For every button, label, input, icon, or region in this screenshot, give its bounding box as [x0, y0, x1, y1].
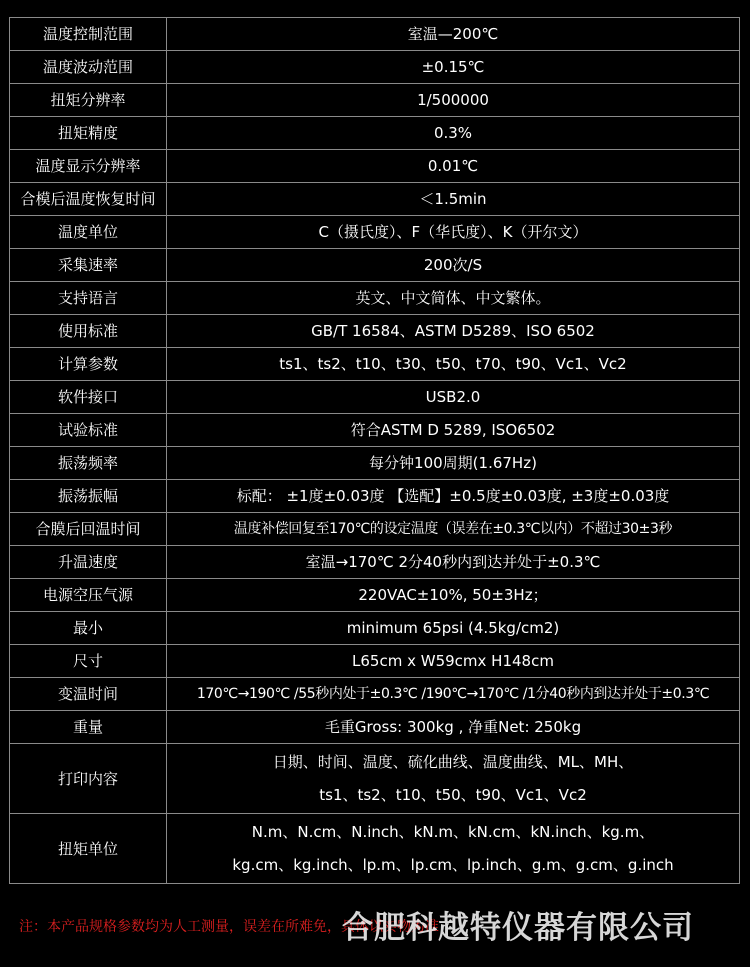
spec-value: 毛重Gross: 300kg , 净重Net: 250kg	[167, 711, 740, 744]
table-row	[10, 612, 740, 645]
spec-value: 室温→170℃ 2分40秒内到达并处于±0.3℃	[167, 546, 740, 579]
spec-label: 电源空压气源	[10, 579, 167, 612]
spec-value: GB/T 16584、ASTM D5289、ISO 6502	[167, 315, 740, 348]
table-row	[10, 381, 740, 414]
spec-label: 温度波动范围	[10, 51, 167, 84]
spec-value: C（摄氏度）、F（华氏度）、K（开尔文）	[167, 216, 740, 249]
table-row	[10, 513, 740, 546]
footer-note: 注：本产品规格参数均为人工测量，误差在所难免，具体以实物为准	[19, 919, 439, 935]
spec-label: 扭矩精度	[10, 117, 167, 150]
table-row	[10, 480, 740, 513]
spec-label: 温度单位	[10, 216, 167, 249]
spec-value: 标配： ±1度±0.03度 【选配】±0.5度±0.03度, ±3度±0.03度	[167, 480, 740, 513]
table-row	[10, 51, 740, 84]
spec-label: 合模后温度恢复时间	[10, 183, 167, 216]
spec-label: 最小	[10, 612, 167, 645]
table-row	[10, 18, 740, 51]
spec-value: 1/500000	[167, 84, 740, 117]
table-row	[10, 183, 740, 216]
spec-value-line: ts1、ts2、t10、t50、t90、Vc1、Vc2	[319, 785, 587, 804]
table-row	[10, 249, 740, 282]
spec-value: ±0.15℃	[167, 51, 740, 84]
table-row	[10, 414, 740, 447]
table-row-torque-unit	[10, 814, 740, 884]
spec-label: 尺寸	[10, 645, 167, 678]
table-row	[10, 579, 740, 612]
table-row	[10, 117, 740, 150]
spec-value-line: kg.cm、kg.inch、lp.m、lp.cm、lp.inch、g.m、g.cm、g.inch	[232, 855, 674, 874]
footer	[0, 896, 750, 948]
spec-value-line: N.m、N.cm、N.inch、kN.m、kN.cm、kN.inch、kg.m、	[251, 822, 655, 841]
spec-value: USB2.0	[167, 381, 740, 414]
spec-value	[167, 744, 740, 814]
spec-label: 扭矩单位	[10, 814, 167, 884]
spec-value: 170℃→190℃ /55秒内处于±0.3℃ /190℃→170℃ /1分40秒内到达并处于±0.3℃	[167, 678, 740, 711]
table-row	[10, 84, 740, 117]
spec-value: 220VAC±10%, 50±3Hz；	[167, 579, 740, 612]
table-row	[10, 645, 740, 678]
spec-label: 支持语言	[10, 282, 167, 315]
spec-label: 升温速度	[10, 546, 167, 579]
spec-value: 200次/S	[167, 249, 740, 282]
table-row	[10, 546, 740, 579]
spec-label: 扭矩分辨率	[10, 84, 167, 117]
table-row-print-content	[10, 744, 740, 814]
spec-label: 试验标准	[10, 414, 167, 447]
spec-label: 使用标准	[10, 315, 167, 348]
table-row	[10, 447, 740, 480]
spec-label: 温度显示分辨率	[10, 150, 167, 183]
table-row	[10, 315, 740, 348]
spec-value: 0.3%	[167, 117, 740, 150]
spec-label: 合膜后回温时间	[10, 513, 167, 546]
spec-label: 变温时间	[10, 678, 167, 711]
table-row	[10, 711, 740, 744]
spec-label: 振荡振幅	[10, 480, 167, 513]
spec-value: L65cm x W59cmx H148cm	[167, 645, 740, 678]
spec-value: ＜1.5min	[167, 183, 740, 216]
spec-label: 软件接口	[10, 381, 167, 414]
spec-value	[167, 814, 740, 884]
spec-value-line: 日期、时间、温度、硫化曲线、温度曲线、ML、MH、	[272, 752, 634, 771]
table-row	[10, 282, 740, 315]
spec-value: minimum 65psi (4.5kg/cm2)	[167, 612, 740, 645]
company-watermark: 合肥科越特仪器有限公司	[342, 910, 694, 946]
spec-label: 重量	[10, 711, 167, 744]
spec-label: 打印内容	[10, 744, 167, 814]
spec-table	[9, 17, 740, 884]
table-row	[10, 150, 740, 183]
spec-value: 温度补偿回复至170℃的设定温度（误差在±0.3℃以内）不超过30±3秒	[167, 513, 740, 546]
spec-value: 每分钟100周期(1.67Hz)	[167, 447, 740, 480]
spec-value: 英文、中文简体、中文繁体。	[167, 282, 740, 315]
table-row	[10, 216, 740, 249]
spec-label: 计算参数	[10, 348, 167, 381]
spec-value: ts1、ts2、t10、t30、t50、t70、t90、Vc1、Vc2	[167, 348, 740, 381]
spec-value: 室温—200℃	[167, 18, 740, 51]
spec-value: 符合ASTM D 5289, ISO6502	[167, 414, 740, 447]
table-row	[10, 348, 740, 381]
spec-value: 0.01℃	[167, 150, 740, 183]
spec-label: 温度控制范围	[10, 18, 167, 51]
spec-label: 采集速率	[10, 249, 167, 282]
spec-table-body	[10, 18, 740, 884]
table-row	[10, 678, 740, 711]
spec-label: 振荡频率	[10, 447, 167, 480]
